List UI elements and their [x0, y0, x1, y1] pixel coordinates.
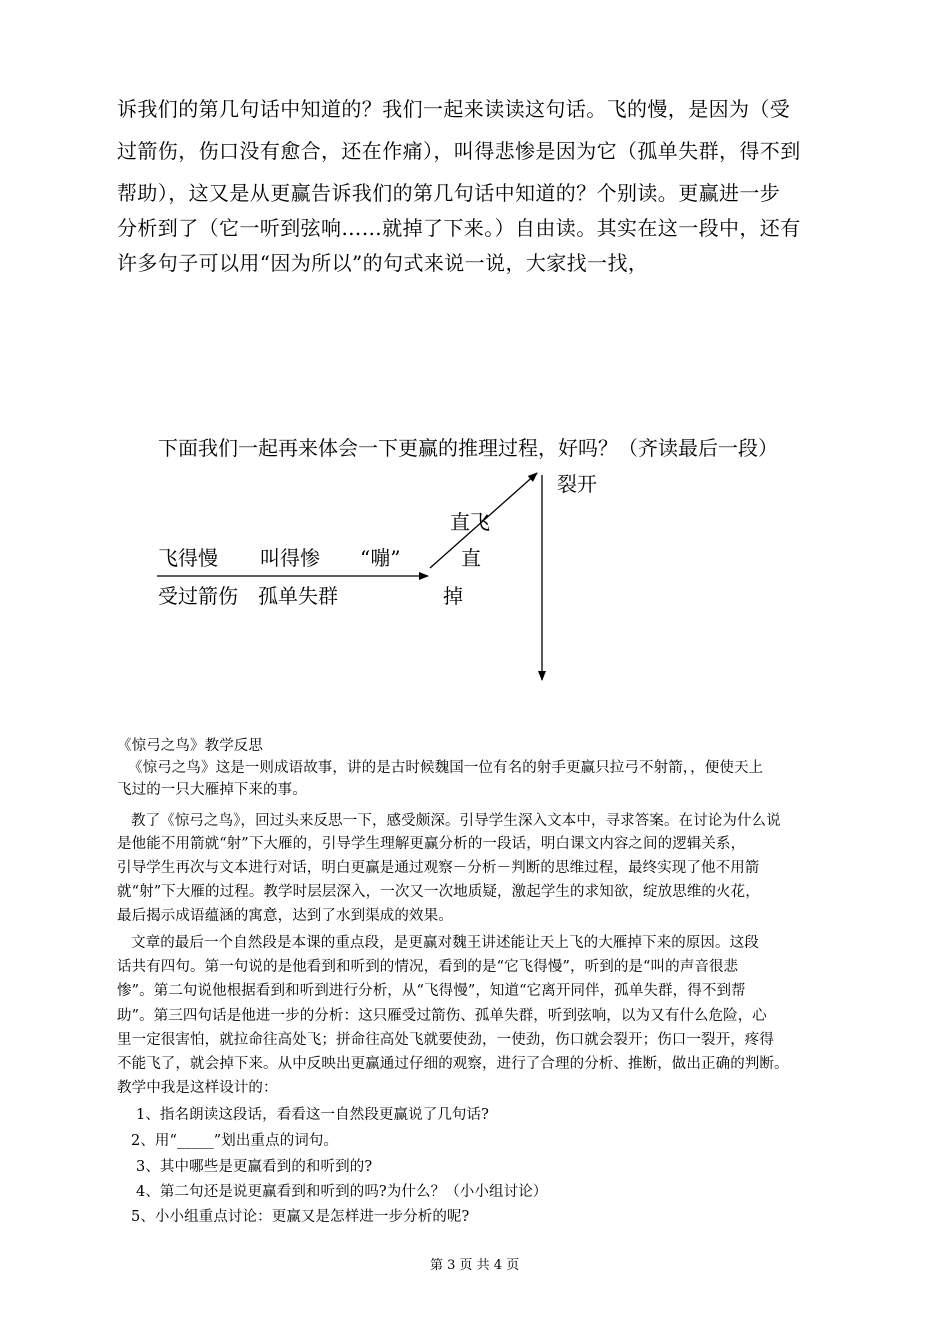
reflection-line: 不能飞了，就会掉下来。从中反映出更赢通过仔细的观察，进行了合理的分析、推断，做出正确的判断。 [117, 1056, 789, 1072]
diagonal-arrow [430, 473, 537, 568]
reflection-line: 就“射”下大雁的过程。教学时层层深入，一次又一次地质疑，激起学生的求知欲，绽放思维的火花， [117, 884, 760, 900]
top-line-1: 诉我们的第几句话中知道的？我们一起来读读这句话。飞的慢，是因为（受 [117, 97, 791, 121]
reflection-line: 话共有四句。第一句说的是他看到和听到的情况，看到的是“它飞得慢”，听到的是“叫的声音很悲 [117, 959, 739, 975]
reflection-line: 教了《惊弓之鸟》，回过头来反思一下，感受颇深。引导学生深入文本中，寻求答案。在讨论为什么说 [131, 813, 781, 829]
reflection-line: 飞过的一只大雁掉下来的事。 [117, 782, 307, 798]
label-feidem: 飞得慢 [158, 546, 218, 570]
label-jiaodecan: 叫得惨 [260, 546, 320, 570]
label-zhi: 直 [461, 546, 481, 570]
reflection-title: 《惊弓之鸟》教学反思 [117, 738, 263, 754]
label-beng: “嘣” [360, 546, 401, 570]
design-step-3: 3、其中哪些是更赢看到的和听到的? [136, 1159, 373, 1175]
reflection-line: 教学中我是这样设计的： [117, 1080, 278, 1096]
reflection-line: 是他能不用箭就“射”下大雁的，引导学生理解更赢分析的一段话，明白课文内容之间的逻辑关系， [117, 836, 746, 852]
top-line-4: 分析到了（它一听到弦响……就掉了下来。）自由读。其实在这一段中，还有 [117, 216, 801, 240]
label-zhifei: 直飞 [450, 510, 490, 534]
label-shouguo: 受过箭伤 [158, 584, 238, 608]
top-line-5: 许多句子可以用“因为所以”的句式来说一说，大家找一找， [117, 251, 649, 275]
label-diao: 掉 [443, 584, 463, 608]
top-line-2: 过箭伤，伤口没有愈合，还在作痛），叫得悲惨是因为它（孤单失群，得不到 [117, 139, 801, 163]
reflection-line: 引导学生再次与文本进行对话，明白更赢是通过观察－分析－判断的思维过程，最终实现了他不用箭 [117, 860, 760, 876]
label-gudan: 孤单失群 [258, 584, 338, 608]
reflection-line: 里一定很害怕，就拉命往高处飞；拼命往高处飞就要使劲，一使劲，伤口就会裂开；伤口一裂开，疼得 [117, 1032, 774, 1048]
reflection-line: 文章的最后一个自然段是本课的重点段，是更赢对魏王讲述能让天上飞的大雁掉下来的原因。这段 [131, 935, 759, 951]
reflection-line: 最后揭示成语蕴涵的寓意，达到了水到渠成的效果。 [117, 908, 453, 924]
reflection-line: 《惊弓之鸟》这是一则成语故事，讲的是古时候魏国一位有名的射手更赢只拉弓不射箭，，便使天上 [128, 760, 764, 776]
design-step-4: 4、第二句还是说更赢看到和听到的吗?为什么？（小小组讨论） [136, 1184, 548, 1200]
design-step-1: 1、指名朗读这段话，看看这一自然段更赢说了几句话? [136, 1107, 489, 1123]
top-line-3: 帮助），这又是从更赢告诉我们的第几句话中知道的？个别读。更赢进一步 [117, 181, 781, 205]
page-footer: 第 3 页 共 4 页 [430, 1258, 520, 1273]
diagram-intro: 下面我们一起再来体会一下更赢的推理过程，好吗？（齐读最后一段） [158, 436, 778, 460]
design-step-2: 2、用“_____”划出重点的词句。 [131, 1133, 339, 1149]
reflection-line: 助”。第三四句话是他进一步的分析：这只雁受过箭伤、孤单失群，听到弦响，以为又有什么危险，心 [117, 1008, 767, 1024]
design-step-5: 5、小小组重点讨论：更赢又是怎样进一步分析的呢? [131, 1209, 470, 1225]
label-liekai: 裂开 [557, 472, 597, 496]
reflection-line: 惨”。第二句说他根据看到和听到进行分析，从“飞得慢”，知道“它离开同伴，孤单失群，得不到帮 [117, 983, 746, 999]
